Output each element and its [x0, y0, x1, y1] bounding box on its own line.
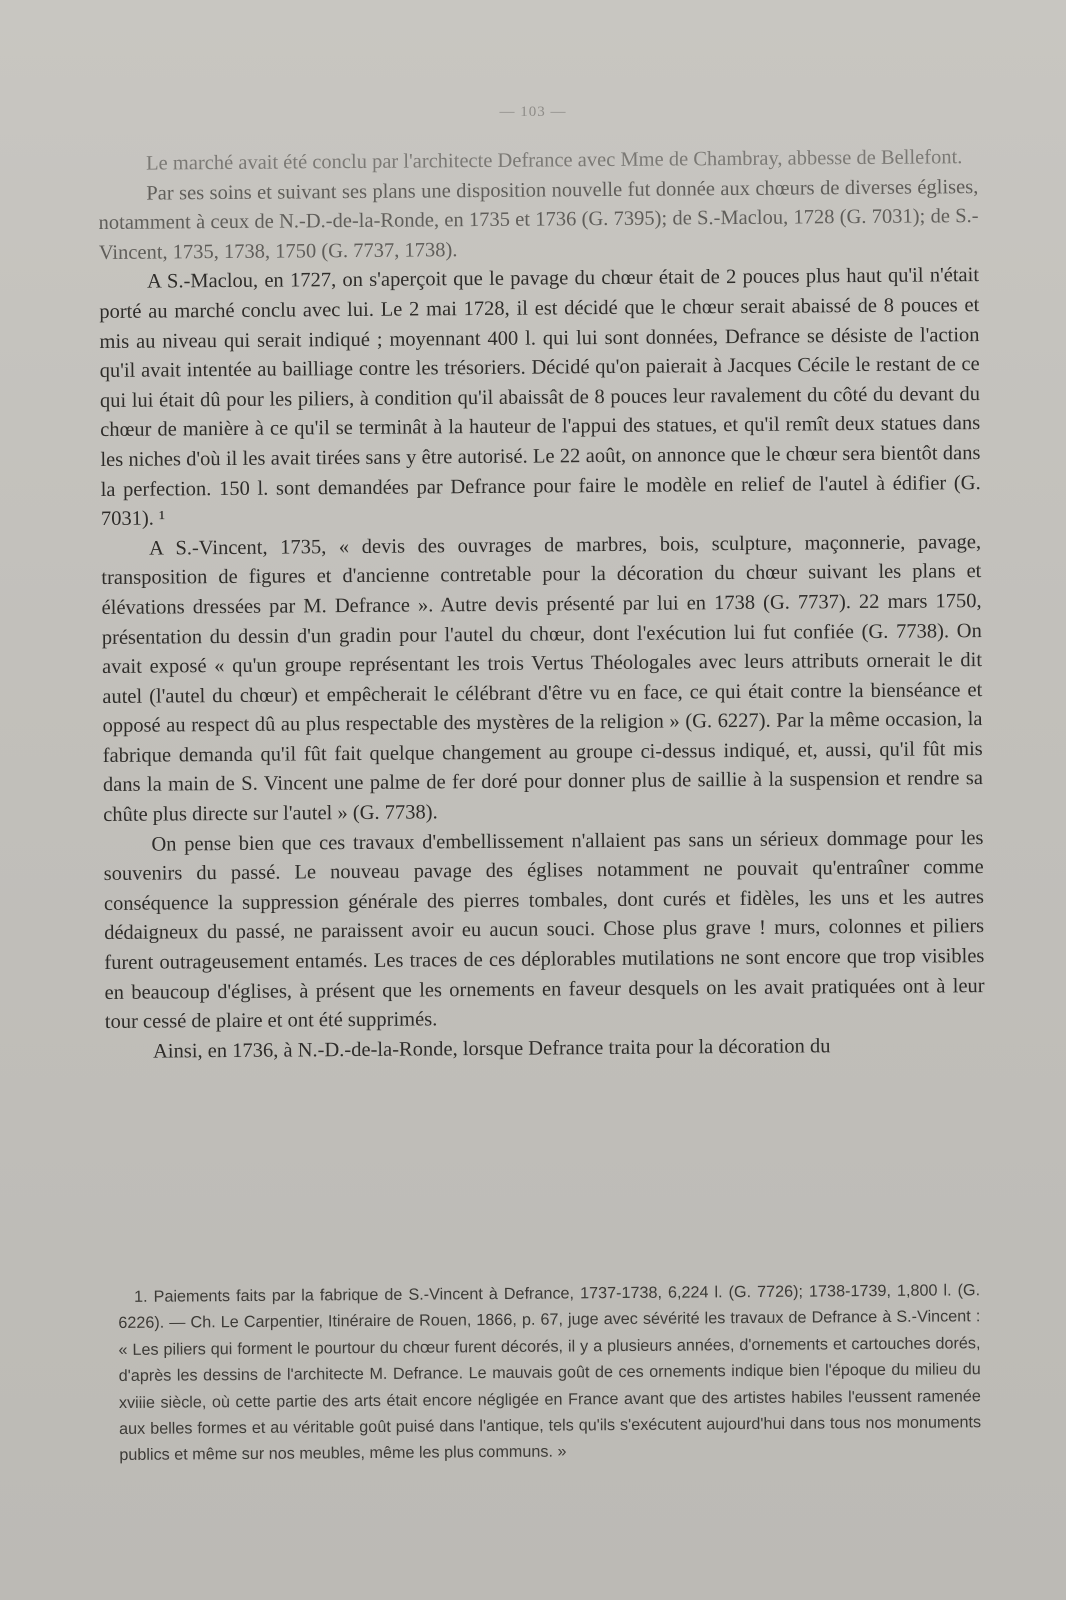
page-number: — 103 — — [499, 104, 567, 120]
body-text — [98, 143, 985, 1067]
paragraph-3: A S.-Maclou, en 1727, on s'aperçoit que le pavage du chœur était de 2 pouces plus haut qu'il n'était porté au marché conclu avec lui. Le 2 mai 1728, il est décidé que le chœur serait abaissé de 8 pouces et mis au niveau qui serait indiqué ; moyennant 400 l. qui lui sont données, Defrance se désiste de l'action qu'il avait intentée au bailliage contre les trésoriers. Décidé qu'on paierait à Jacques Cécile le restant de ce qui lui était dû pour les piliers, à condition qu'il abaissât de 8 pouces leur ravalement du côté du devant du chœur de manière à ce qu'il se terminât à la hauteur de l'appui des statues, et qu'il remît deux statues dans les niches d'où il les avait tirées sans y être autorisé. Le 22 août, on annonce que le chœur sera bientôt dans la perfection. 150 l. sont demandées par Defrance pour faire le modèle en relief de l'autel à édifier (G. 7031). ¹ — [99, 264, 981, 531]
footnotes — [118, 1277, 981, 1469]
paragraph-5: On pense bien que ces travaux d'embellissement n'allaient pas sans un sérieux dommage pour les souvenirs du passé. Le nouveau pavage des églises notamment ne pouvait qu'entraîner comme conséquence la suppression générale des pierres tombales, dont curés et fidèles, les uns et les autres dédaigneux du passé, ne paraissent avoir eu aucun souci. Chose plus grave ! murs, colonnes et piliers furent outrageusement entamés. Les traces de ces déplorables mutilations ne sont encore que trop visibles en beaucoup d'églises, à présent que les ornements en faveur desquels on les avait pratiquées ont à leur tour cessé de plaire et ont été supprimés. — [103, 826, 985, 1034]
footnote-1: 1. Paiements faits par la fabrique de S.-Vincent à Defrance, 1737-1738, 6,224 l. (G. 7726); 1738-1739, 1,800 l. (G. 6226). — Ch. Le Carpentier, Itinéraire de Rouen, 1866, p. 67, juge avec sévérité les travaux de Defrance à S.-Vincent : « Les piliers qui forment le pourtour du chœur furent décorés, il y a plusieurs années, d'ornements et cartouches dorés, d'après les dessins de l'architecte M. Defrance. Le mauvais goût de ces ornements indique bien l'époque du milieu du xviiie siècle, où cette partie des arts était encore négligée en France avant que des artistes habiles l'eussent ramenée aux belles formes et au véritable goût puisé dans l'antique, tels qu'ils s'exécutent aujourd'hui dans tous nos monuments publics et même sur nos meubles, même les plus communs. » — [118, 1281, 982, 1465]
paragraph-2: Par ses soins et suivant ses plans une disposition nouvelle fut donnée aux chœurs de diverses églises, notamment à ceux de N.-D.-de-la-Ronde, en 1735 et 1736 (G. 7395); de S.-Maclou, 1728 (G. 7031); de S.-Vincent, 1735, 1738, 1750 (G. 7737, 1738). — [98, 175, 979, 264]
paragraph-1: Le marché avait été conclu par l'architecte Defrance avec Mme de Chambray, abbesse de Bellefont. — [146, 146, 963, 175]
paragraph-6: Ainsi, en 1736, à N.-D.-de-la-Ronde, lorsque Defrance traita pour la décoration du — [152, 1035, 831, 1063]
paragraph-4: A S.-Vincent, 1735, « devis des ouvrages de marbres, bois, sculpture, maçonnerie, pavage, transposition de figures et d'ancienne contretable pour la décoration du chœur suivant les plans et élévations dressées par M. Defrance ». Autre devis présenté par lui en 1738 (G. 7737). 22 mars 1750, présentation du dessin d'un gradin pour l'autel du chœur, dont l'exécution lui fut confiée (G. 7738). On avait exposé « qu'un groupe représentant les trois Vertus Théologales avec leurs attributs ornerait le dit autel (l'autel du chœur) et empêcherait le célébrant d'être vu en face, ce qui était contre la bienséance et opposé au respect dû au plus respectable des mystères de la religion » (G. 6227). Par la même occasion, la fabrique demanda qu'il fût fait quelque changement au groupe ci-dessus indiqué, et, aussi, qu'il fût mis dans la main de S. Vincent une palme de fer doré pour donner plus de saillie à la suspension et rendre sa chûte plus directe sur l'autel » (G. 7738). — [101, 530, 984, 827]
